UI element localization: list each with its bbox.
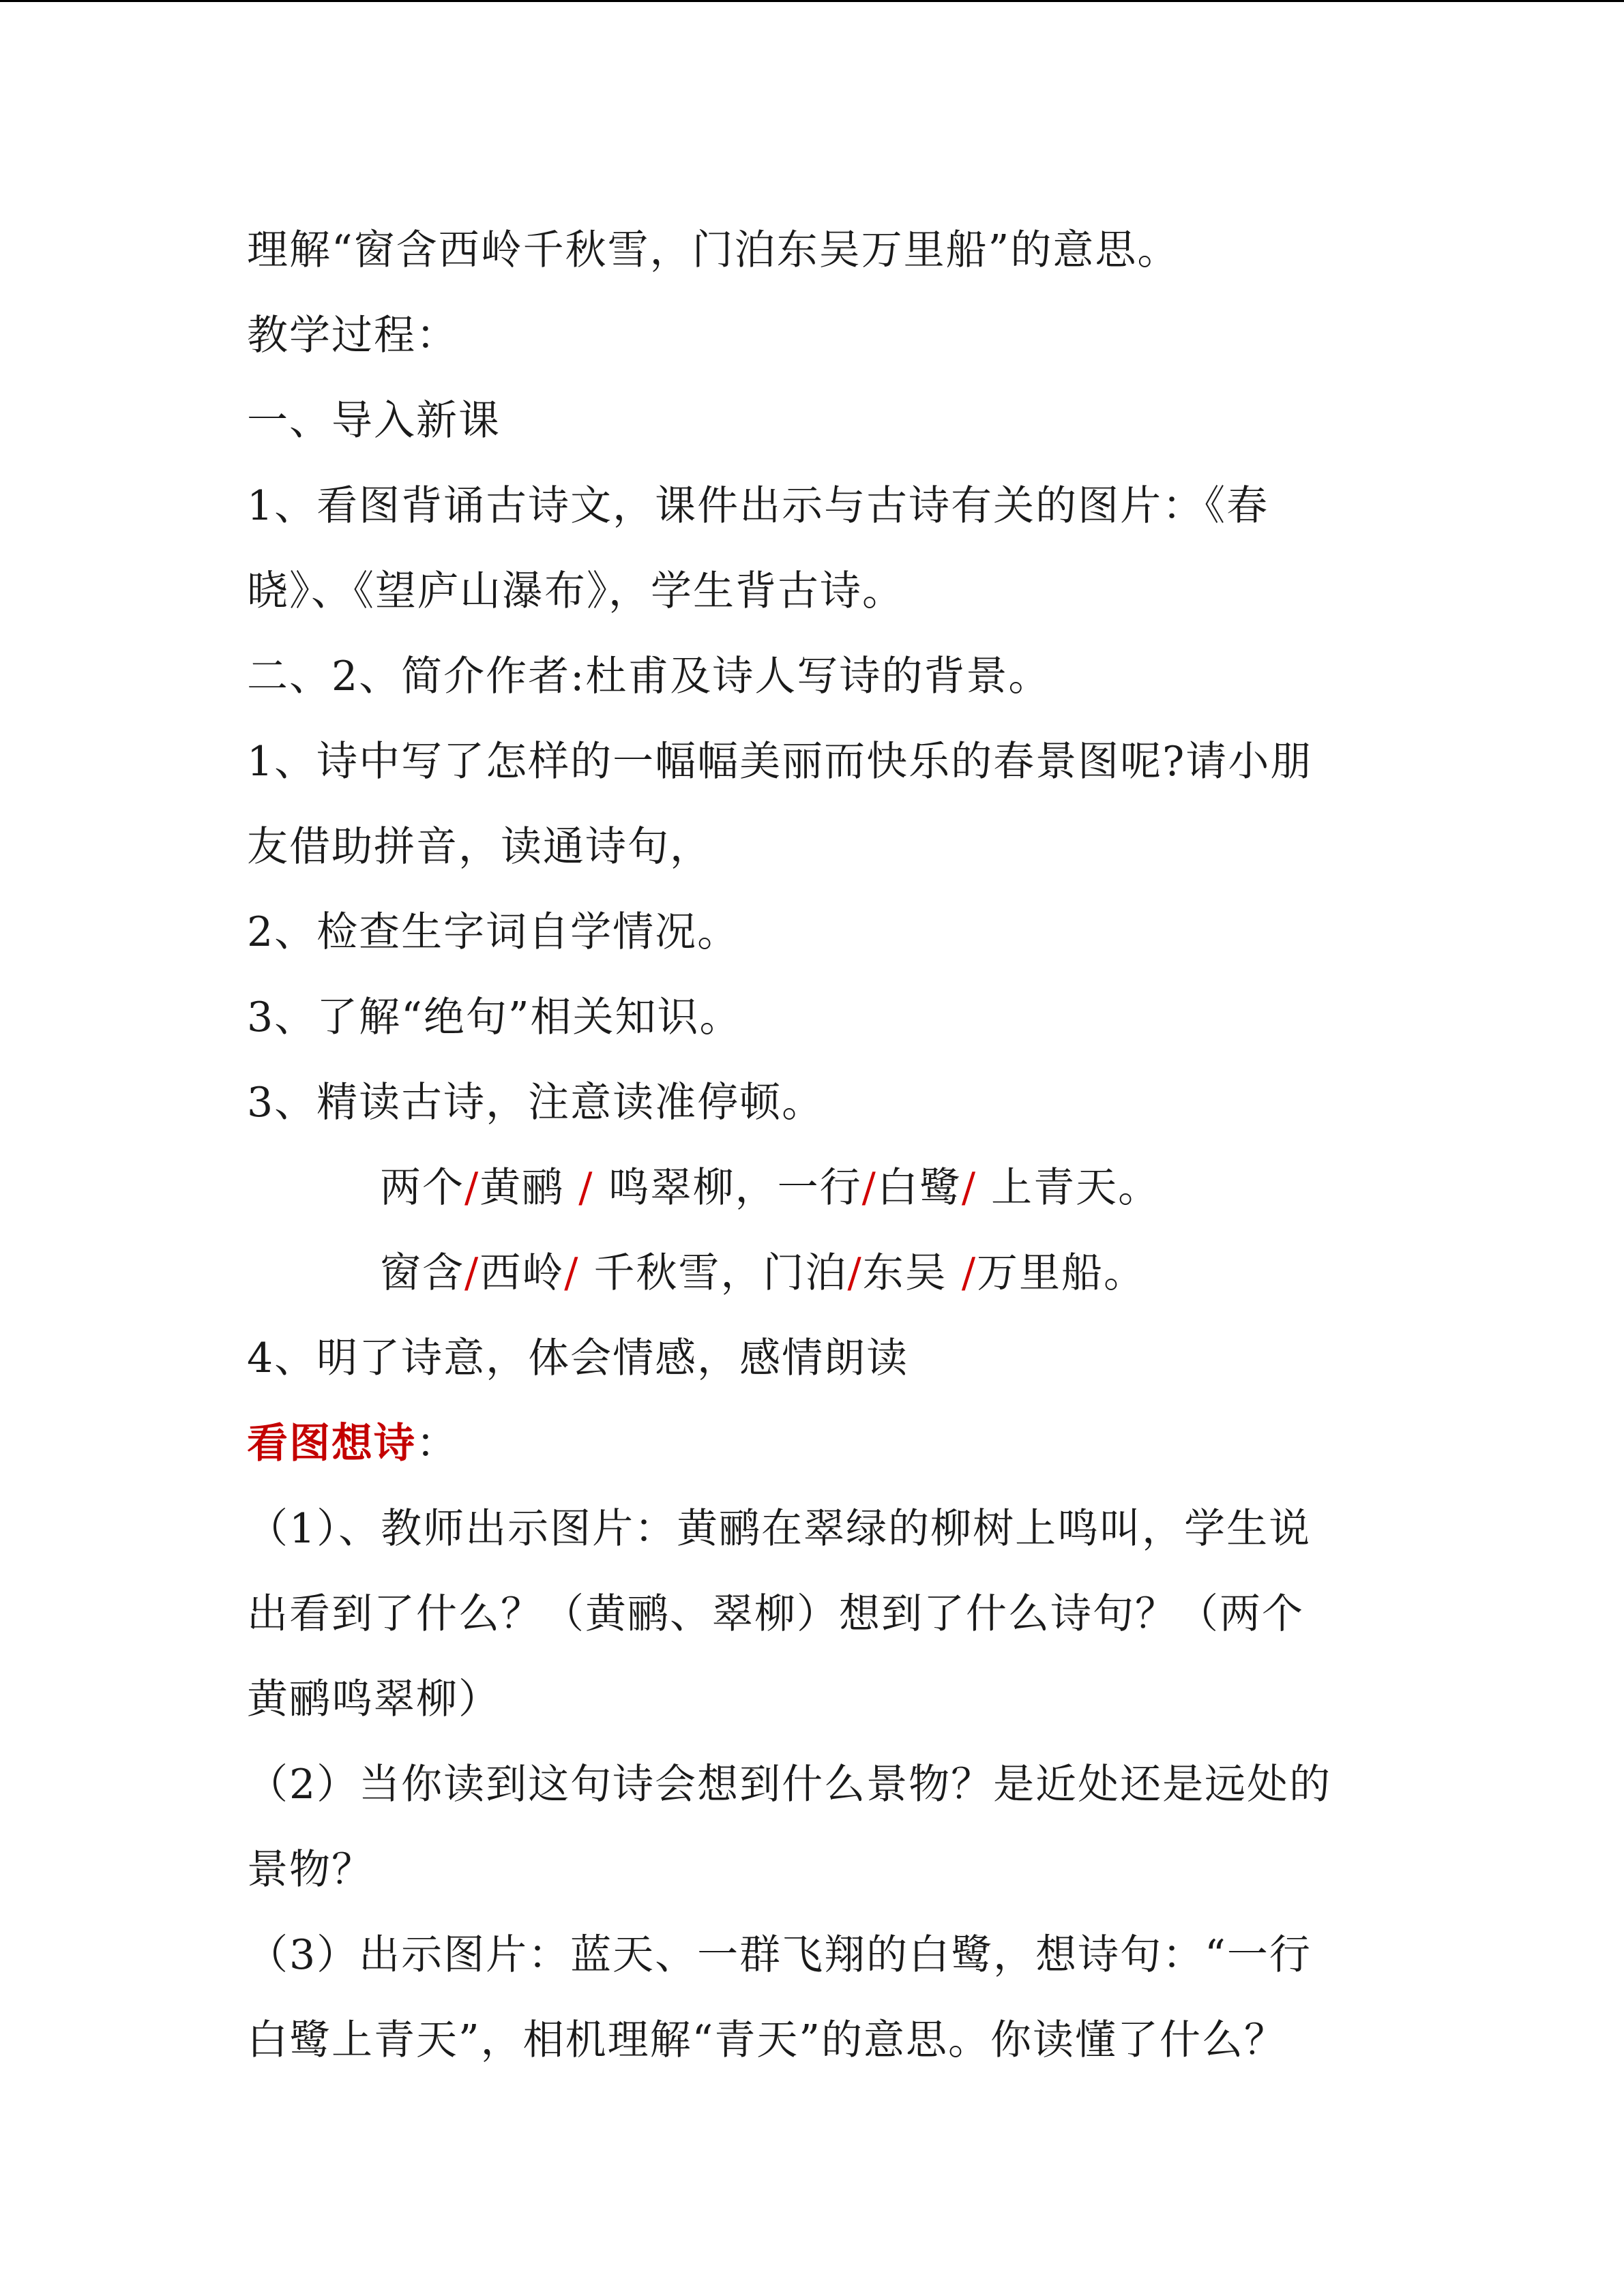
heading-text: 看图想诗	[247, 1420, 416, 1467]
poem-segment: 窗含	[380, 1249, 464, 1297]
poem-segment: 白鹭	[876, 1164, 962, 1212]
text-line: （3）出示图片：蓝天、一群飞翔的白鹭，想诗句：“一行	[247, 1931, 1312, 1979]
text-line: 教学过程：	[247, 312, 458, 359]
pause-slash: /	[861, 1164, 877, 1212]
text-line: 二、2、简介作者:杜甫及诗人写诗的背景。	[247, 653, 1051, 700]
poem-segment: 东吴	[862, 1249, 962, 1297]
text-line: 1、看图背诵古诗文，课件出示与古诗有关的图片：《春	[247, 482, 1269, 530]
pause-slash: /	[961, 1164, 977, 1212]
top-border	[0, 0, 1624, 2]
pause-slash: /	[847, 1249, 863, 1297]
text-line: （2）当你读到这句诗会想到什么景物？是近处还是远处的	[247, 1761, 1332, 1808]
text-line: 4、明了诗意，体会情感，感情朗读	[247, 1335, 909, 1382]
text-line: 友借助拼音，读通诗句，	[247, 823, 712, 871]
pause-slash: /	[578, 1164, 594, 1212]
pause-slash: /	[564, 1249, 580, 1297]
pause-slash: /	[464, 1249, 480, 1297]
text-line: 3、了解“绝句”相关知识。	[247, 994, 742, 1041]
text-line: 3、精读古诗，注意读准停顿。	[247, 1079, 825, 1127]
text-line: 晓》、《望庐山瀑布》，学生背古诗。	[247, 567, 904, 615]
heading-colon: ：	[416, 1420, 458, 1467]
text-line: 景物？	[247, 1846, 374, 1894]
poem-line-1	[247, 1146, 1372, 1231]
pause-slash: /	[961, 1249, 977, 1297]
document-page	[247, 208, 1372, 2083]
text-line: 出看到了什么？（黄鹂、翠柳）想到了什么诗句？（两个	[247, 1590, 1304, 1638]
poem-segment: 万里船。	[977, 1249, 1147, 1297]
poem-segment: 千秋雪，门泊	[579, 1249, 848, 1297]
poem-segment: 黄鹂	[479, 1164, 579, 1212]
pause-slash: /	[464, 1164, 480, 1212]
text-line: 一、导入新课	[247, 397, 501, 445]
section-heading	[247, 1401, 1372, 1487]
poem-segment: 两个	[380, 1164, 464, 1212]
text-line: 2、检查生字词自学情况。	[247, 908, 740, 956]
text-line: 白鹭上青天”，相机理解“青天”的意思。你读懂了什么？	[247, 2016, 1287, 2064]
text-line: 1、诗中写了怎样的一幅幅美丽而快乐的春景图呢?请小朋	[247, 738, 1313, 786]
poem-segment: 西岭	[479, 1249, 565, 1297]
poem-line-2	[247, 1231, 1372, 1316]
poem-segment: 上青天。	[977, 1164, 1161, 1212]
text-line: 理解“窗含西岭千秋雪，门泊东吴万里船”的意思。	[247, 226, 1180, 274]
text-line: （1）、教师出示图片：黄鹂在翠绿的柳树上鸣叫，学生说	[247, 1505, 1312, 1553]
poem-segment: 鸣翠柳，一行	[593, 1164, 862, 1212]
text-line: 黄鹂鸣翠柳）	[247, 1675, 501, 1723]
